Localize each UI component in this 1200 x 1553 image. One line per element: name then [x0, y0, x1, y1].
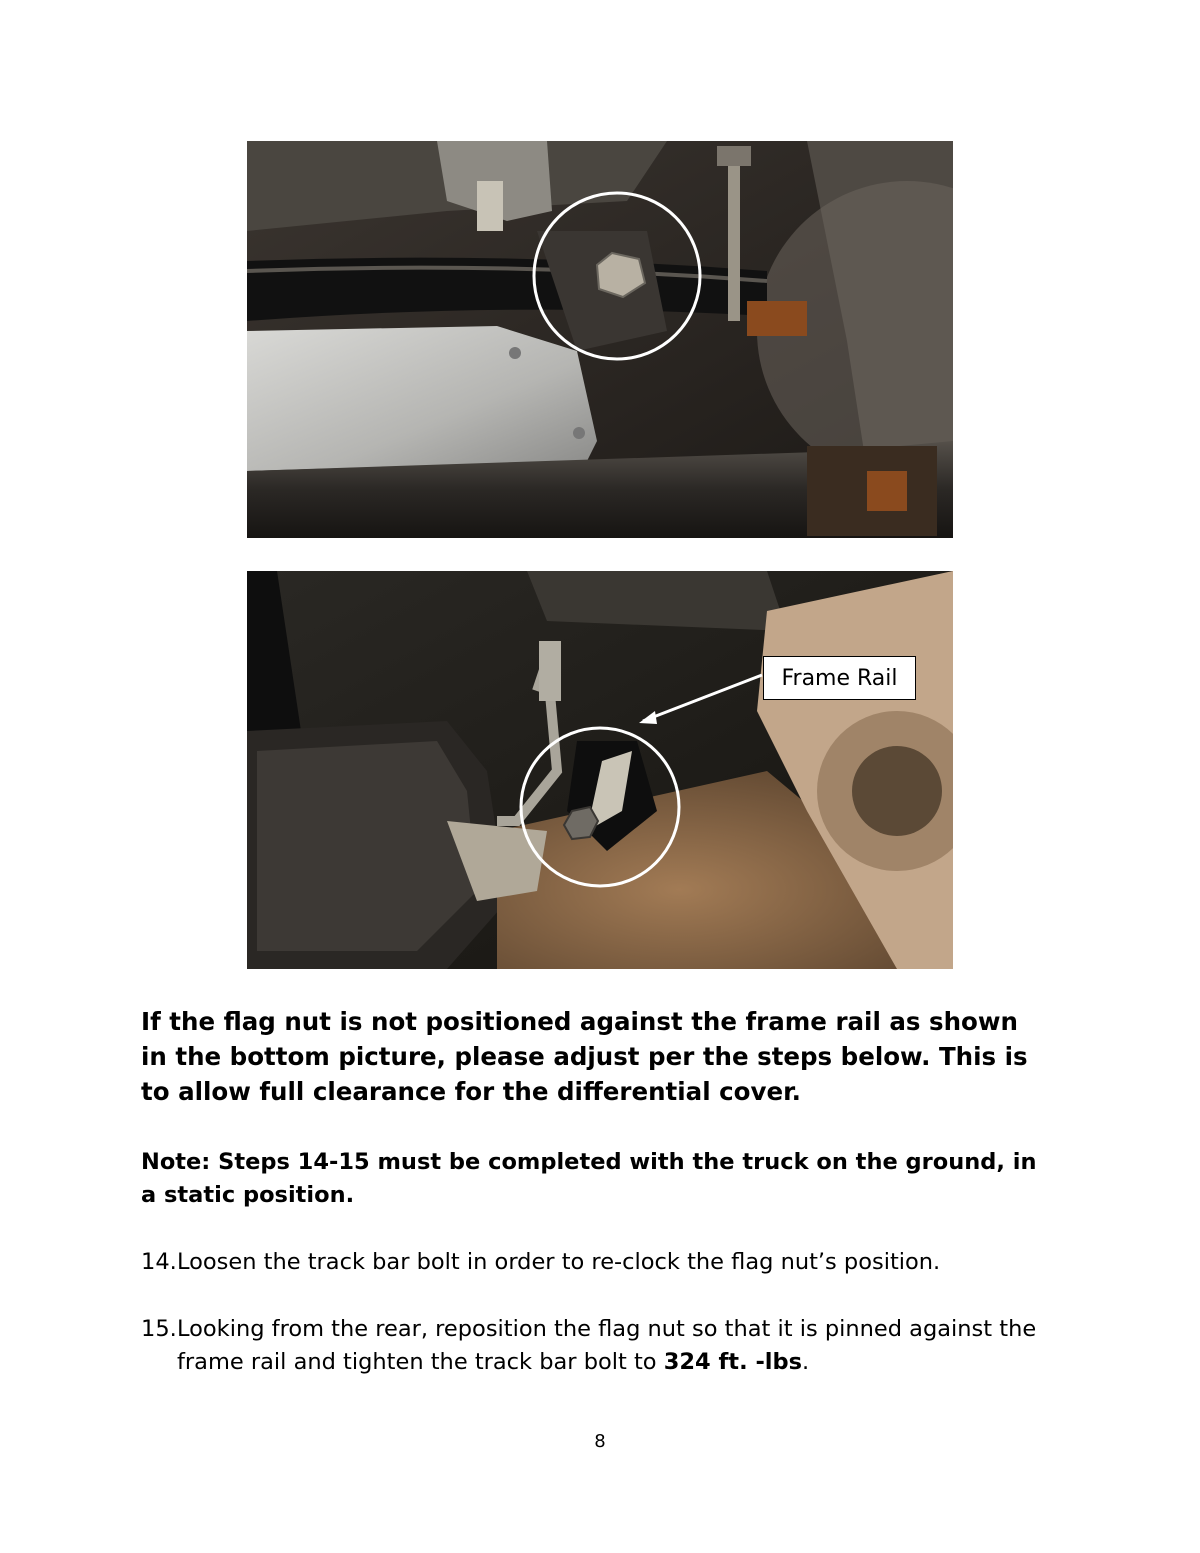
photo-bottom-flag-nut-frame-rail — [247, 571, 953, 969]
step-body — [141, 1313, 1041, 1379]
step-number: 14. — [141, 1249, 177, 1275]
page-number: 8 — [594, 1431, 606, 1452]
step-text: Loosen the track bar bolt in order to re-clock the flag nut’s position. — [177, 1249, 941, 1275]
step-number: 15. — [141, 1316, 177, 1342]
step-text: Looking from the rear, reposition the flag nut so that it is pinned against the frame rail and tighten the track bar bolt to — [177, 1316, 1037, 1375]
frame-rail-callout-label: Frame Rail — [763, 656, 916, 700]
step-14 — [141, 1246, 1041, 1279]
step-text-end: . — [802, 1349, 810, 1375]
flag-nut-warning: If the flag nut is not positioned against the frame rail as shown in the bottom picture, please adjust per the steps below. This is to allow full clearance for the differential cover. — [141, 1007, 1028, 1106]
static-position-note: Note: Steps 14-15 must be completed with the truck on the ground, in a static position. — [141, 1149, 1037, 1208]
step-15 — [141, 1313, 1041, 1379]
photo-top-track-bar-mount — [247, 141, 953, 538]
torque-spec: 324 ft. -lbs — [663, 1349, 802, 1375]
